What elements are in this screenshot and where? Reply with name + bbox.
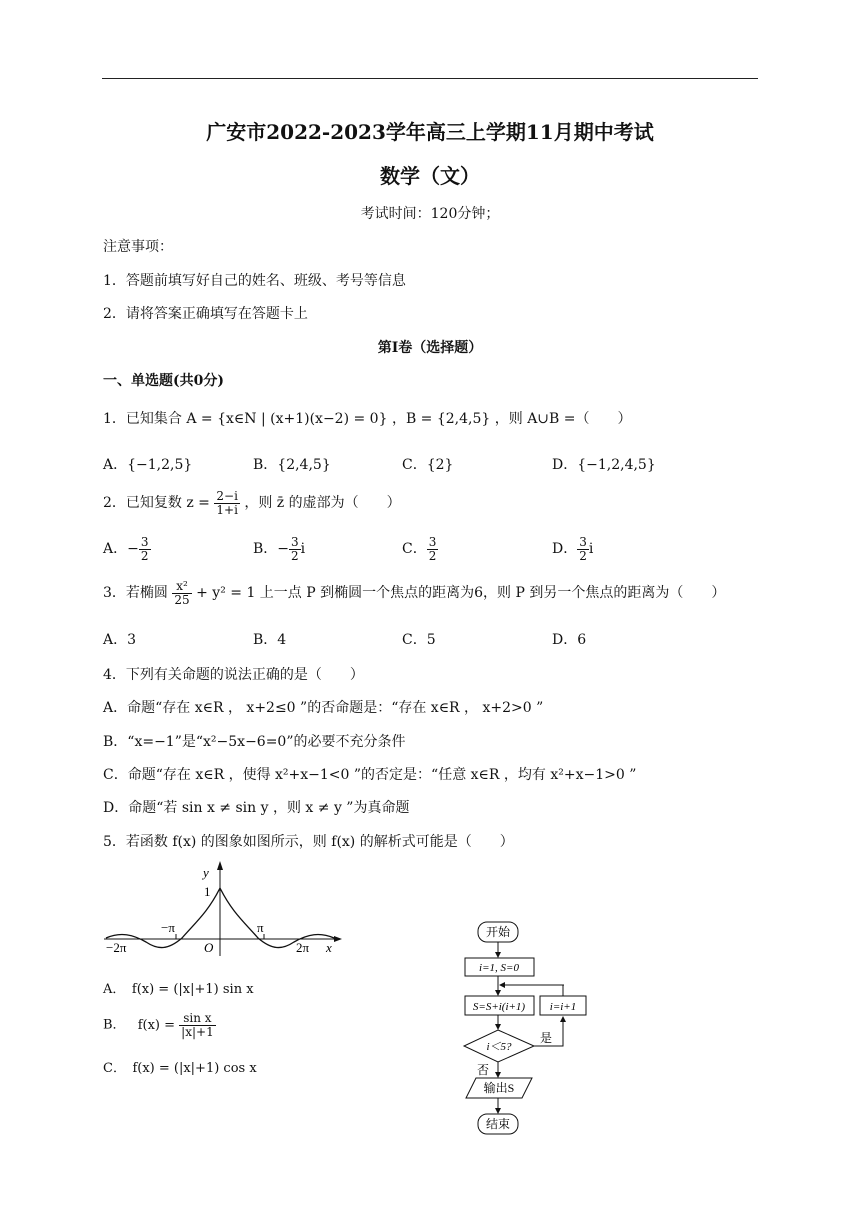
flowchart xyxy=(462,918,602,1140)
q3-option-a: A．3 xyxy=(103,632,137,648)
graph-label-neg-pi: −π xyxy=(161,920,175,935)
graph-label-one: 1 xyxy=(204,884,211,899)
q1-option-a: A．{−1,2,5} xyxy=(103,457,193,473)
graph-label-2pi: 2π xyxy=(296,940,310,955)
q2-option-d-den: 2 xyxy=(579,548,587,563)
q5-option-a: A． f(x) = (|x|+1) sin x xyxy=(103,982,254,997)
q4-option-a: A．命题“存在 x∈R ， x+2≤0 ”的否命题是：“存在 x∈R ， x+2>0 ” xyxy=(103,700,544,716)
q5-option-b-label: B． xyxy=(103,1017,126,1033)
y-axis-arrow xyxy=(217,861,223,870)
graph-label-origin: O xyxy=(204,940,214,955)
q2-option-a-prefix: − xyxy=(127,541,139,558)
q2-stem xyxy=(103,490,401,516)
q2-option-a-frac xyxy=(139,536,151,562)
q1-option-c: C．{2} xyxy=(402,457,454,473)
q5-option-b xyxy=(103,1012,216,1038)
q2-option-c-num: 3 xyxy=(428,535,437,549)
q2-option-b-prefix: − xyxy=(277,541,290,558)
flow-increment-text: i=i+1 xyxy=(549,1001,577,1013)
exam-time: 考试时间：120分钟； xyxy=(360,206,500,222)
note-item-2: 2．请将答案正确填写在答题卡上 xyxy=(103,306,308,322)
q1-option-b: B．{2,4,5} xyxy=(253,457,331,473)
graph-label-y: y xyxy=(203,865,209,880)
flow-decision-text: i＜5? xyxy=(486,1041,512,1053)
flow-process-text: S=S+i(i+1) xyxy=(472,1001,526,1013)
q1-option-d: D．{−1,2,4,5} xyxy=(552,457,656,473)
q2-option-b-num: 3 xyxy=(291,535,299,549)
q2-option-b-suffix: i xyxy=(300,541,306,558)
q3-option-c: C．5 xyxy=(402,632,436,648)
note-item-1: 1．答题前填写好自己的姓名、班级、考号等信息 xyxy=(103,273,406,289)
q2-option-d xyxy=(552,536,593,562)
flow-no-label: 否 xyxy=(477,1063,490,1077)
q2-option-c-label: C． xyxy=(402,541,427,558)
q2-option-b-den: 2 xyxy=(291,548,299,563)
q2-fraction xyxy=(214,490,240,516)
q5-option-b-prefix: f(x) = xyxy=(137,1017,176,1033)
q3-frac-den: 25 xyxy=(174,592,190,607)
q3-stem-before: 3．若椭圆 xyxy=(103,585,168,602)
q2-option-b-label: B． xyxy=(253,541,278,558)
q3-option-b: B．4 xyxy=(253,632,287,648)
q2-option-d-label: D． xyxy=(552,541,578,558)
section-part: 一、单选题(共0分) xyxy=(103,373,224,389)
q2-option-b xyxy=(253,536,305,562)
page-subtitle: 数学（文） xyxy=(380,164,480,188)
q4-option-b: B．“x=−1”是“x²−5x−6=0”的必要不充分条件 xyxy=(103,734,406,750)
flow-output-text: 输出S xyxy=(483,1081,515,1095)
q2-option-d-suffix: i xyxy=(588,541,594,558)
q2-option-b-frac xyxy=(289,536,301,562)
q3-frac-num: x² xyxy=(172,580,191,594)
q4-option-c: C．命题“存在 x∈R ，使得 x²+x−1<0 ”的否定是：“任意 x∈R ，均有 x²+x−1>0 ” xyxy=(103,767,637,783)
q2-frac-den: 1+i xyxy=(216,502,238,517)
q5-option-b-frac xyxy=(179,1012,216,1038)
q2-option-a-label: A． xyxy=(103,541,128,558)
graph-label-pi: π xyxy=(257,920,264,935)
q2-option-a-num: 3 xyxy=(140,535,149,549)
q3-stem-after: + y² = 1 上一点 P 到椭圆一个焦点的距离为6，则 P 到另一个焦点的距离为（ ） xyxy=(196,585,726,602)
graph-label-neg-2pi: −2π xyxy=(106,940,127,955)
q5-option-c: C． f(x) = (|x|+1) cos x xyxy=(103,1061,257,1076)
q4-stem: 4．下列有关命题的说法正确的是（ ） xyxy=(103,667,364,683)
flow-end-text: 结束 xyxy=(485,1117,511,1131)
section-title: 第I卷（选择题） xyxy=(377,340,483,356)
q2-stem-after: ，则 z̄ 的虚部为（ ） xyxy=(244,495,401,512)
function-graph xyxy=(100,858,345,958)
flow-start-text: 开始 xyxy=(485,925,511,939)
q2-option-d-frac xyxy=(577,536,589,562)
q3-option-d: D．6 xyxy=(552,632,587,648)
q5-stem: 5．若函数 f(x) 的图象如图所示，则 f(x) 的解析式可能是（ ） xyxy=(103,834,514,850)
q1-stem: 1．已知集合 A = {x∈N | (x+1)(x−2) = 0} ，B = {2,4,5} ，则 A∪B =（ ） xyxy=(103,411,632,427)
flow-init-text: i=1, S=0 xyxy=(479,962,519,974)
q2-option-d-num: 3 xyxy=(579,535,587,549)
q3-stem xyxy=(103,580,725,606)
q3-fraction xyxy=(172,580,191,606)
flow-yes-label: 是 xyxy=(540,1031,553,1045)
top-rule xyxy=(102,78,758,79)
q2-stem-before: 2．已知复数 z = xyxy=(103,495,210,512)
q5-option-b-den: |x|+1 xyxy=(181,1024,214,1039)
q2-option-a-den: 2 xyxy=(140,548,149,563)
q2-option-c xyxy=(402,536,438,562)
q2-option-a xyxy=(103,536,151,562)
page-title: 广安市2022-2023学年高三上学期11月期中考试 xyxy=(206,120,654,144)
x-axis-arrow xyxy=(334,936,342,942)
q4-option-d: D．命题“若 sin x ≠ sin y ，则 x ≠ y ”为真命题 xyxy=(103,800,410,816)
graph-label-x: x xyxy=(326,940,332,955)
q5-option-b-num: sin x xyxy=(179,1012,216,1026)
notes-heading: 注意事项： xyxy=(103,239,173,255)
q2-option-c-frac xyxy=(427,536,439,562)
q2-frac-num: 2−i xyxy=(216,489,238,503)
q2-option-c-den: 2 xyxy=(428,548,437,563)
